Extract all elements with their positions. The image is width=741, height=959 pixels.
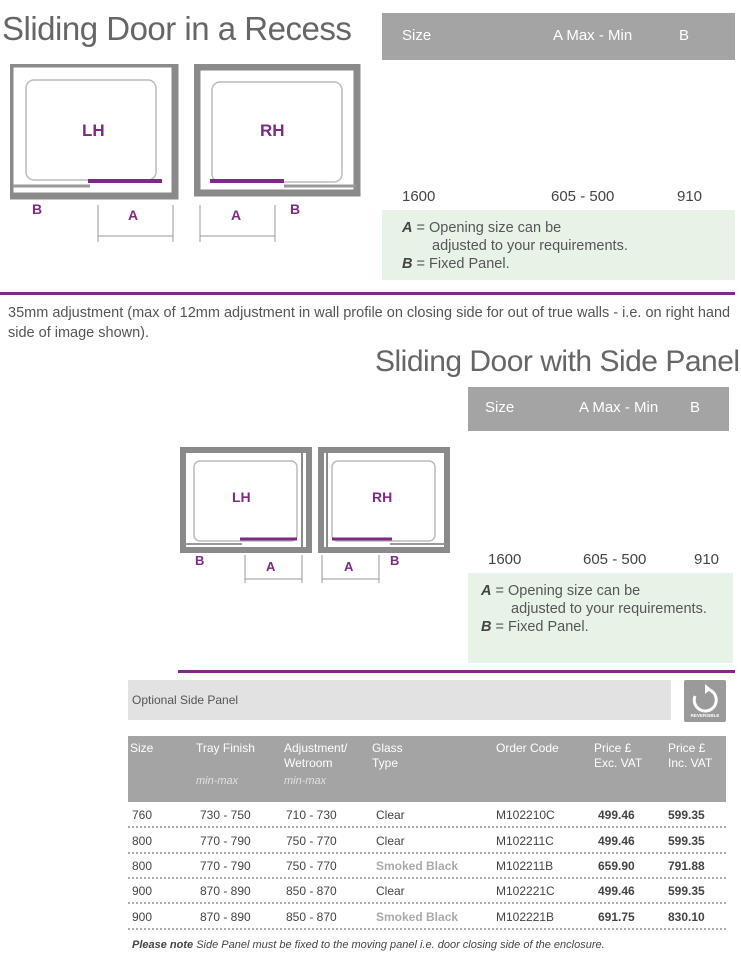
lh-label: LH xyxy=(232,489,251,505)
col-adj2: Wetroom xyxy=(284,756,333,770)
b-header: B xyxy=(690,399,701,416)
a-header: A Max - Min xyxy=(553,27,633,44)
b-label: B xyxy=(390,553,400,568)
col-inc2: Inc. VAT xyxy=(668,756,713,770)
size-header: Size xyxy=(402,27,432,44)
footnote: Please note Side Panel must be fixed to the moving panel i.e. door closing side of the enclosure. xyxy=(132,939,605,951)
col-glass: Glass xyxy=(372,741,403,755)
col-tray-sub: min-max xyxy=(196,775,239,787)
size-value: 1600 xyxy=(402,188,436,205)
section1-rh-diagram xyxy=(194,64,364,244)
a-label: A xyxy=(231,207,242,223)
a-label: A xyxy=(344,559,354,574)
a-value: 605 - 500 xyxy=(551,188,615,205)
rh-label: RH xyxy=(372,489,393,505)
col-size: Size xyxy=(130,741,154,755)
section1-table-header xyxy=(382,13,735,60)
rh-label: RH xyxy=(260,121,285,140)
a-value: 605 - 500 xyxy=(583,551,647,568)
table-row: 800 770 - 790 750 - 770 Smoked Black M102211B 659.90 791.88 xyxy=(128,854,726,879)
col-tray: Tray Finish xyxy=(196,741,255,755)
adjustment-text: 35mm adjustment (max of 12mm adjustment in wall profile on closing side for out of true walls - i.e. on right hand side of image shown). xyxy=(8,305,731,341)
section2-rh-diagram xyxy=(318,447,453,587)
b-label: B xyxy=(32,201,43,217)
a-label: A xyxy=(266,559,276,574)
optional-side-panel-bar: Optional Side Panel xyxy=(128,680,671,720)
section2-note: A = Opening size can be adjusted to your requirements. B = Fixed Panel. xyxy=(468,573,733,663)
table-header xyxy=(128,736,726,802)
section1-note: A = Opening size can be adjusted to your requirements. B = Fixed Panel. xyxy=(382,210,735,280)
table-row: 760 730 - 750 710 - 730 Clear M102210C 499.46 599.35 xyxy=(128,803,726,828)
col-exc2: Exc. VAT xyxy=(594,756,643,770)
section1-lh-diagram xyxy=(10,64,180,244)
b-label: B xyxy=(195,553,205,568)
col-inc: Price £ xyxy=(668,741,706,755)
col-glass2: Type xyxy=(372,756,399,770)
col-adj: Adjustment/ xyxy=(284,741,348,755)
section2-title: Sliding Door with Side Panel xyxy=(375,345,740,378)
section2-divider xyxy=(178,670,735,673)
col-adj-sub: min-max xyxy=(284,775,327,787)
section1-divider xyxy=(0,292,735,295)
b-header: B xyxy=(679,27,690,44)
lh-label: LH xyxy=(82,121,105,140)
table-row: 900 870 - 890 850 - 870 Clear M102221C 499.46 599.35 xyxy=(128,879,726,904)
section1-title: Sliding Door in a Recess xyxy=(2,10,352,47)
col-code: Order Code xyxy=(496,741,559,755)
a-header: A Max - Min xyxy=(579,399,659,416)
size-value: 1600 xyxy=(488,551,522,568)
b-value: 910 xyxy=(677,188,703,205)
col-exc: Price £ xyxy=(594,741,632,755)
reversible-label: REVERSIBLE xyxy=(690,713,720,718)
table-row: 800 770 - 790 750 - 770 Clear M102211C 499.46 599.35 xyxy=(128,829,726,854)
section2-table-header xyxy=(468,387,729,431)
a-label: A xyxy=(128,207,139,223)
b-label: B xyxy=(290,201,301,217)
size-header: Size xyxy=(485,399,515,416)
reversible-badge xyxy=(684,680,726,722)
table-row: 900 870 - 890 850 - 870 Smoked Black M102221B 691.75 830.10 xyxy=(128,905,726,930)
b-value: 910 xyxy=(694,551,720,568)
